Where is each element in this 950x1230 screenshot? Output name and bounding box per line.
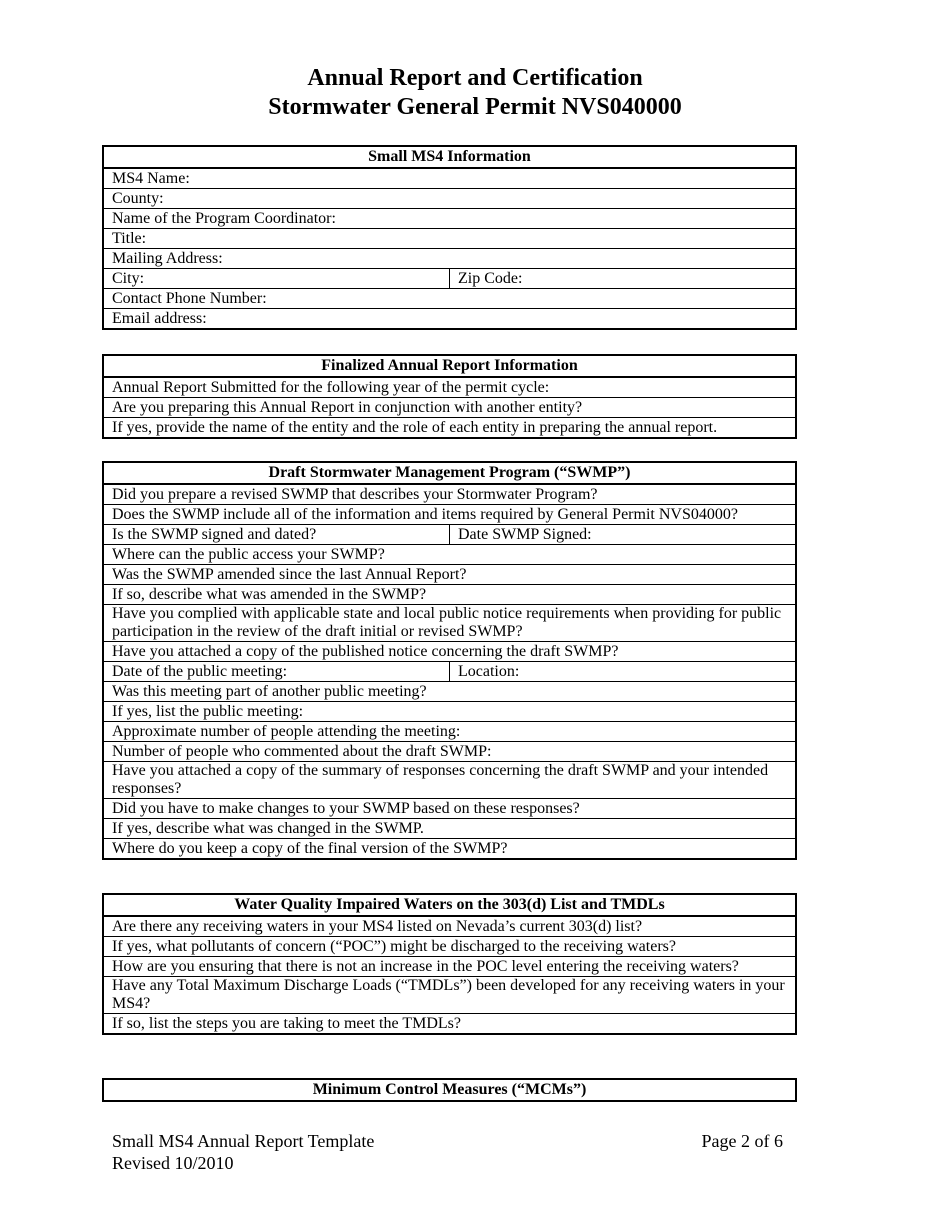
swmp-row[interactable]: Approximate number of people attending the meeting: (103, 722, 796, 742)
page-number: Page 2 of 6 (701, 1131, 783, 1151)
title-line-1: Annual Report and Certification (307, 65, 643, 91)
finalized-report-table (102, 354, 797, 439)
mcm-heading: Minimum Control Measures (“MCMs”) (103, 1079, 796, 1101)
swmp-row[interactable]: If yes, describe what was changed in the SWMP. (103, 819, 796, 839)
water-quality-row[interactable]: Have any Total Maximum Discharge Loads (“TMDLs”) been developed for any receiving waters in your MS4? (103, 977, 796, 1014)
footer-template-name: Small MS4 Annual Report Template (112, 1131, 375, 1151)
swmp-row[interactable]: Where do you keep a copy of the final version of the SWMP? (103, 839, 796, 860)
swmp-row[interactable]: Was this meeting part of another public meeting? (103, 682, 796, 702)
swmp-row[interactable]: Have you attached a copy of the published notice concerning the draft SWMP? (103, 642, 796, 662)
public-meeting-location-field[interactable]: Location: (450, 662, 797, 682)
ms4-information-heading: Small MS4 Information (103, 146, 796, 168)
contact-phone-field[interactable]: Contact Phone Number: (103, 289, 796, 309)
draft-swmp-heading: Draft Stormwater Management Program (“SWMP”) (103, 462, 796, 484)
finalized-report-heading: Finalized Annual Report Information (103, 355, 796, 377)
entity-role-field[interactable]: If yes, provide the name of the entity and the role of each entity in preparing the annual report. (103, 418, 796, 439)
swmp-row[interactable]: Have you complied with applicable state and local public notice requirements when providing for public participation in the review of the draft initial or revised SWMP? (103, 605, 796, 642)
ms4-name-field[interactable]: MS4 Name: (103, 168, 796, 189)
report-year-field[interactable]: Annual Report Submitted for the following year of the permit cycle: (103, 377, 796, 398)
swmp-row[interactable]: Number of people who commented about the draft SWMP: (103, 742, 796, 762)
water-quality-row[interactable]: Are there any receiving waters in your MS4 listed on Nevada’s current 303(d) list? (103, 916, 796, 937)
swmp-signed-date-field[interactable]: Date SWMP Signed: (450, 525, 797, 545)
coordinator-title-field[interactable]: Title: (103, 229, 796, 249)
zip-code-field[interactable]: Zip Code: (450, 269, 797, 289)
county-field[interactable]: County: (103, 189, 796, 209)
document-title (0, 64, 950, 122)
title-line-2: Stormwater General Permit NVS040000 (268, 94, 682, 120)
conjunction-entity-field[interactable]: Are you preparing this Annual Report in conjunction with another entity? (103, 398, 796, 418)
draft-swmp-table (102, 461, 797, 860)
ms4-information-table (102, 145, 797, 330)
mcm-table (102, 1078, 797, 1102)
swmp-row[interactable]: Have you attached a copy of the summary of responses concerning the draft SWMP and your intended responses? (103, 762, 796, 799)
program-coordinator-field[interactable]: Name of the Program Coordinator: (103, 209, 796, 229)
swmp-row[interactable]: Where can the public access your SWMP? (103, 545, 796, 565)
water-quality-heading: Water Quality Impaired Waters on the 303(d) List and TMDLs (103, 894, 796, 916)
water-quality-row[interactable]: If so, list the steps you are taking to meet the TMDLs? (103, 1014, 796, 1035)
swmp-row[interactable]: Was the SWMP amended since the last Annual Report? (103, 565, 796, 585)
swmp-row[interactable]: Did you have to make changes to your SWMP based on these responses? (103, 799, 796, 819)
swmp-signed-field[interactable]: Is the SWMP signed and dated? (103, 525, 450, 545)
swmp-row[interactable]: If yes, list the public meeting: (103, 702, 796, 722)
swmp-row[interactable]: Did you prepare a revised SWMP that describes your Stormwater Program? (103, 484, 796, 505)
public-meeting-date-field[interactable]: Date of the public meeting: (103, 662, 450, 682)
city-field[interactable]: City: (103, 269, 450, 289)
mailing-address-field[interactable]: Mailing Address: (103, 249, 796, 269)
swmp-row[interactable]: If so, describe what was amended in the SWMP? (103, 585, 796, 605)
footer-revised: Revised 10/2010 (112, 1153, 234, 1173)
water-quality-row[interactable]: If yes, what pollutants of concern (“POC”) might be discharged to the receiving waters? (103, 937, 796, 957)
footer-left (112, 1130, 374, 1174)
water-quality-table (102, 893, 797, 1035)
water-quality-row[interactable]: How are you ensuring that there is not an increase in the POC level entering the receiving waters? (103, 957, 796, 977)
swmp-row[interactable]: Does the SWMP include all of the information and items required by General Permit NVS04000? (103, 505, 796, 525)
email-address-field[interactable]: Email address: (103, 309, 796, 330)
